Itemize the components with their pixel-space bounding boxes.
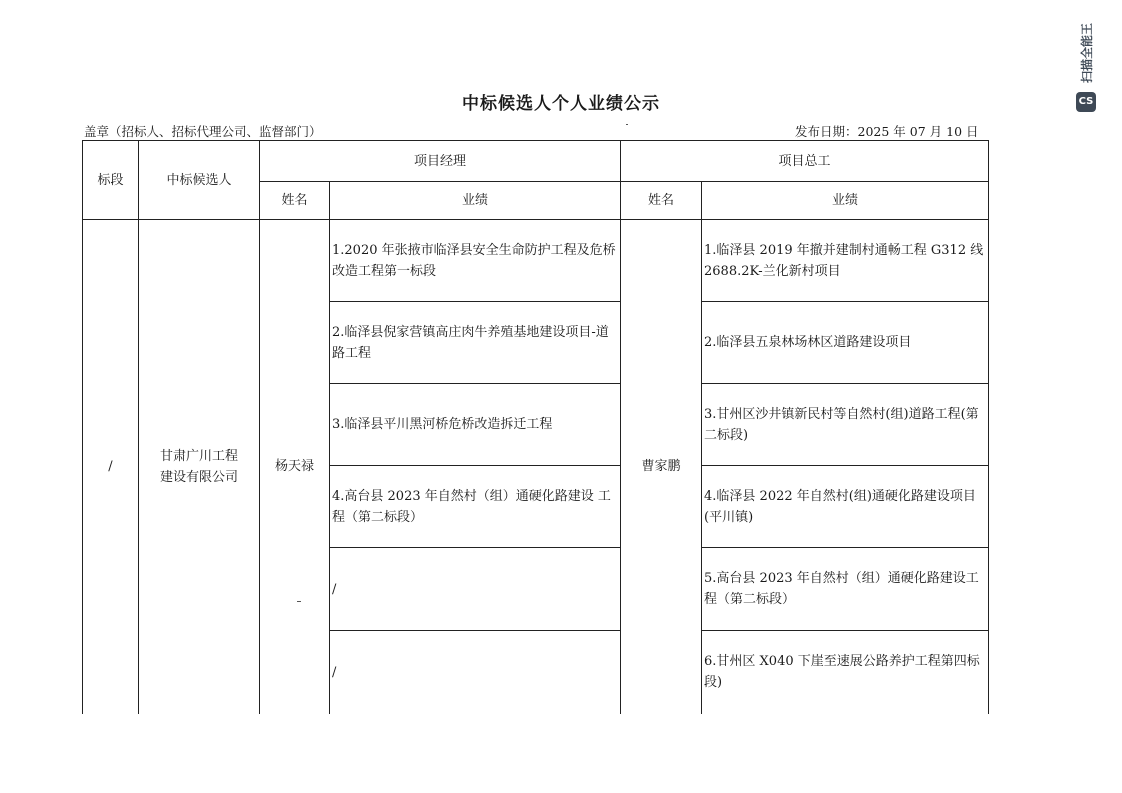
cs-logo-icon: CS <box>1076 92 1096 112</box>
te-performance-item: 6.甘州区 X040 下崖至速展公路养护工程第四标段) <box>702 631 989 714</box>
te-performance-item: 4.临泽县 2022 年自然村(组)通硬化路建设项目(平川镇) <box>702 466 989 548</box>
pm-name-cell: 杨天禄 <box>260 220 330 714</box>
performance-table <box>82 140 989 714</box>
page-title: 中标候选人个人业绩公示 <box>462 94 660 114</box>
header-section: 标段 <box>83 141 139 220</box>
pm-performance-item: 1.2020 年张掖市临泽县安全生命防护工程及危桥改造工程第一标段 <box>330 220 621 302</box>
te-performance-item: 2.临泽县五泉林场林区道路建设项目 <box>702 302 989 384</box>
section-cell: / <box>83 220 139 714</box>
header-project-manager: 项目经理 <box>260 141 621 182</box>
stamp-label: 盖章（招标人、招标代理公司、监督部门） <box>84 124 322 139</box>
header-te-performance: 业绩 <box>702 182 989 220</box>
header-pm-name: 姓名 <box>260 182 330 220</box>
pm-performance-item: / <box>330 631 621 714</box>
pm-performance-item: 2.临泽县倪家营镇高庄肉牛养殖基地建设项目-道路工程 <box>330 302 621 384</box>
header-chief-engineer: 项目总工 <box>621 141 989 182</box>
publish-date: 发布日期：2025 年 07 月 10 日 <box>795 124 979 139</box>
te-performance-item: 5.高台县 2023 年自然村（组）通硬化路建设工程（第二标段） <box>702 548 989 631</box>
te-name-cell: 曹家鹏 <box>621 220 702 714</box>
header-te-name: 姓名 <box>621 182 702 220</box>
pm-performance-item: / <box>330 548 621 631</box>
pm-performance-item: 3.临泽县平川黑河桥危桥改造拆迁工程 <box>330 384 621 466</box>
header-candidate: 中标候选人 <box>139 141 260 220</box>
header-pm-performance: 业绩 <box>330 182 621 220</box>
scan-speck <box>626 124 628 125</box>
te-performance-item: 3.甘州区沙井镇新民村等自然村(组)道路工程(第二标段) <box>702 384 989 466</box>
pm-performance-item: 4.高台县 2023 年自然村（组）通硬化路建设 工程（第二标段） <box>330 466 621 548</box>
candidate-cell: 甘肃广川工程建设有限公司 <box>139 220 260 714</box>
te-performance-item: 1.临泽县 2019 年撤并建制村通畅工程 G312 线 2688.2K-兰化新村项目 <box>702 220 989 302</box>
watermark-app-name: 扫描全能王 <box>1080 23 1094 84</box>
